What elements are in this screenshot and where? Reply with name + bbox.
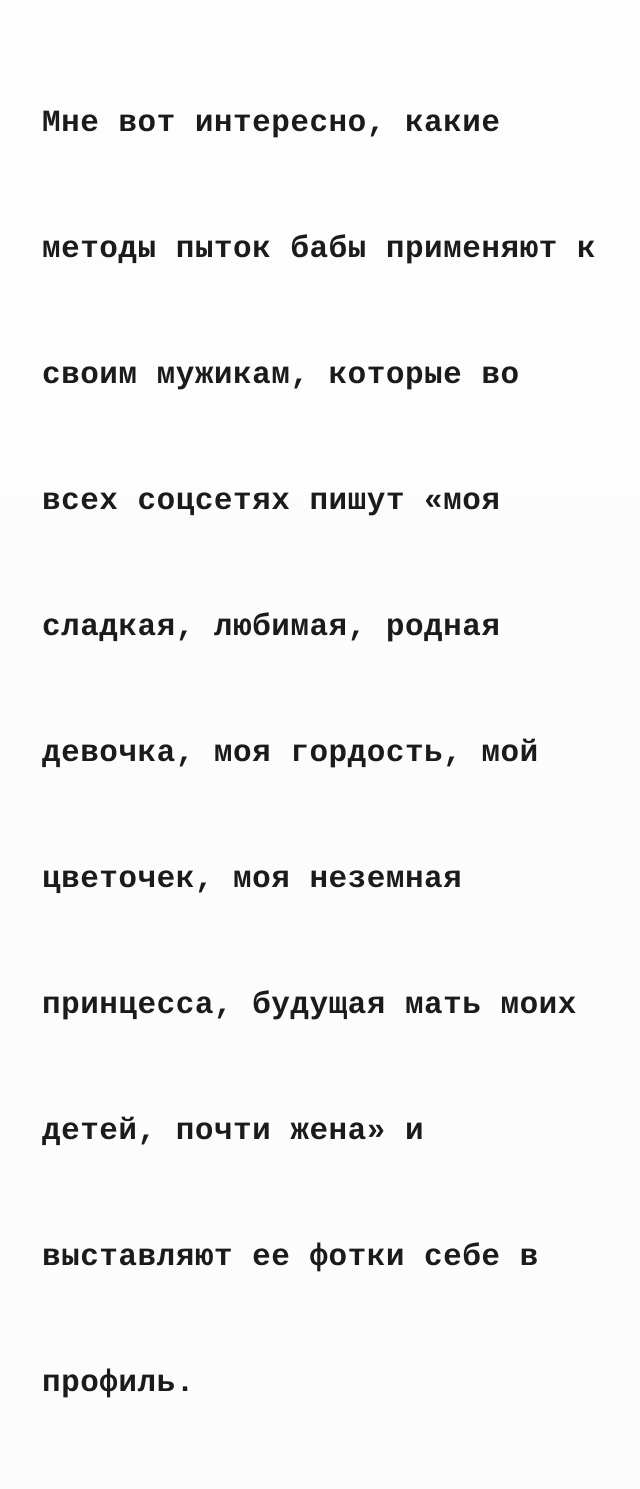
quote-text — [42, 19, 596, 1489]
quote-line: Мне вот интересно, какие — [42, 106, 501, 141]
quote-line: профиль. — [42, 1366, 195, 1401]
quote-line: сладкая, любимая, родная — [42, 610, 501, 645]
quote-line: цветочек, моя неземная — [42, 862, 463, 897]
quote-line: принцесса, будущая мать моих — [42, 988, 577, 1023]
quote-line: детей, почти жена» и — [42, 1114, 425, 1149]
quote-line: девочка, моя гордость, мой — [42, 736, 539, 771]
quote-line: всех соцсетях пишут «моя — [42, 484, 501, 519]
quote-line: выставляют ее фотки себе в — [42, 1240, 539, 1275]
quote-line: своим мужикам, которые во — [42, 358, 520, 393]
quote-line: методы пыток бабы применяют к — [42, 232, 596, 267]
